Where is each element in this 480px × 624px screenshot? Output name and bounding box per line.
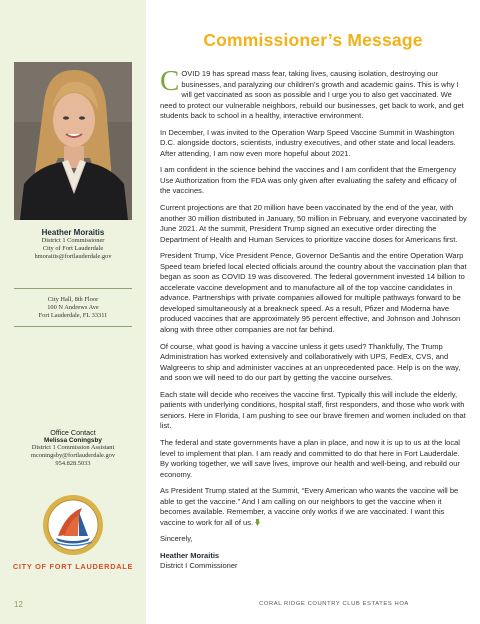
paragraph <box>160 65 468 122</box>
paragraph: Each state will decide who receives the vaccine first. Typically this will include the elderly, patients with underlying conditions, hospital staff, first responders, and those who work with seniors. Here in Florida, I am pushing to see our brave firemen and women included on that list. <box>160 389 466 431</box>
commissioner-email[interactable]: hmoraitis@fortlauderdale.gov <box>34 253 112 260</box>
address-line-1: City Hall, 8th Floor <box>47 296 99 303</box>
closing: Sincerely, <box>160 534 193 544</box>
city-seal-logo <box>42 494 104 556</box>
paragraph: The federal and state governments have a plan in place, and now it is up to us at the local level to implement that plan. I am ready and committed to do that here in Fort Lauderdale. By working together, we will save lives, improve our health and well-being, and rebuild our economy. <box>160 437 460 479</box>
commissioner-info <box>0 228 146 261</box>
office-contact-email[interactable]: mconingsby@fortlauderdale.gov <box>30 452 116 459</box>
office-heading: Office Contact <box>50 428 96 437</box>
page-title: Commissioner’s Message <box>203 30 423 50</box>
divider <box>14 288 132 289</box>
drop-cap: C <box>160 65 180 97</box>
paragraph-text: OVID 19 has spread mass fear, taking lives, causing isolation, destroying our businesses, and paralyzing our children’s growth and academic gains. This is why I will get vaccinated as soon as possible and I urge you to also get vaccinated. We need to protect our vulnerable neighbors, rebuild our businesses, get back to work, and get students back to school in a healthy, interactive environment. <box>160 69 464 121</box>
office-contact-role: District 1 Commission Assistant <box>31 444 115 451</box>
paragraph: Current projections are that 20 million have been vaccinated by the end of the year, with another 30 million distributed in January, 50 million in February, and everyone vaccinated by June 2021. At the summit, President Trump signed an executive order directing the Department of Health and Human Services to prioritize vaccine doses for Americans first. <box>160 203 467 244</box>
office-contact <box>0 428 146 468</box>
address-line-3: Fort Lauderdale, FL 33311 <box>38 312 108 319</box>
signature-name: Heather Moraitis <box>160 550 220 560</box>
city-logo-text: CITY OF FORT LAUDERDALE <box>12 562 134 571</box>
paragraph: President Trump, Vice President Pence, Governor DeSantis and the entire Operation Warp Speed team briefed local elected officials around the country about the vaccination plan that began as soon as COVID 19 was discovered. The federal government invested 14 billion to accelerate vaccine development and to manufacture all of the top vaccine candidates in advance. Partnerships with private companies allowed for multiple pathways forward to be developed simultaneously at a breakneck speed. As a result, Pfizer and Moderna have produced vaccines that are approximately 95 percent effective, and Johnson and Johnson along with three other companies are not far behind. <box>160 251 467 335</box>
commissioner-city: City of Fort Lauderdale <box>42 245 104 252</box>
divider <box>14 326 132 327</box>
paragraph-text: As President Trump stated at the Summit, “Every American who wants the vaccine will be able to get the vaccine.” And I am calling on our neighbors to get the vaccine when it becomes available. Remember, a vaccine only works if we are vaccinated. I want this vaccine to work for all of us. <box>160 486 459 527</box>
commissioner-role: District 1 Commissioner <box>41 237 105 244</box>
address-info <box>0 296 146 320</box>
paragraph: Of course, what good is having a vaccine unless it gets used? Thankfully, The Trump Administration has worked extensively and collaboratively with UPS, FedEx, CVS, and Walgreens to ship and administer vaccines at an unprecedented pace. Help is on the way, and soon we will need to do our part by getting the vaccine ourselves. <box>160 341 461 383</box>
commissioner-photo <box>14 62 132 220</box>
page-number: 12 <box>14 600 23 609</box>
end-mark-icon <box>255 519 260 526</box>
office-contact-phone: 954.828.5033 <box>55 460 91 467</box>
address-line-2: 100 N Andrews Ave <box>47 304 99 311</box>
publication-name: CORAL RIDGE COUNTRY CLUB ESTATES HOA <box>259 601 409 607</box>
sidebar <box>0 0 146 624</box>
paragraph: I am confident in the science behind the vaccines and I am confident that the Emergency Use Authorization from the FDA was only given after evaluating the safety and efficacy of the vaccines. <box>160 165 457 196</box>
paragraph: In December, I was invited to the Operation Warp Speed Vaccine Summit in Washington D.C. alongside doctors, scientists, industry executives, and other state and local leaders. After attending, I am now even more hopeful about 2021. <box>160 127 456 158</box>
commissioner-name: Heather Moraitis <box>41 228 105 237</box>
article-body <box>160 65 468 572</box>
office-contact-name: Melissa Coningsby <box>44 437 102 444</box>
paragraph <box>160 486 468 528</box>
signature-title: District I Commissioner <box>160 561 238 571</box>
